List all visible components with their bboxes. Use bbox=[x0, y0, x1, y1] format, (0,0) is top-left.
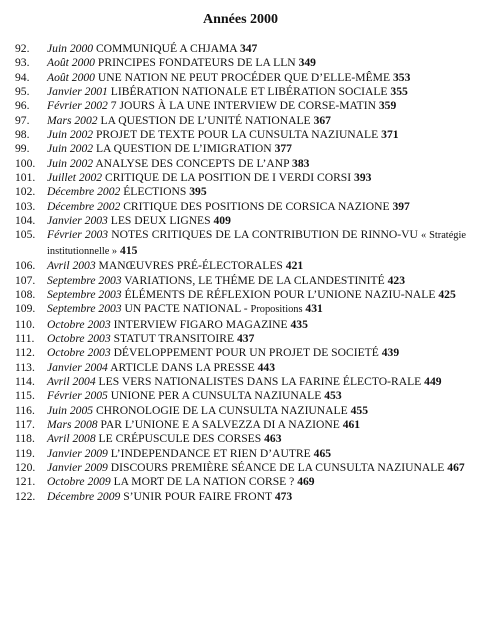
entry-text bbox=[47, 259, 466, 273]
entry-text bbox=[47, 71, 466, 85]
entry-number: 92. bbox=[15, 42, 30, 55]
entry-page-number: 397 bbox=[392, 199, 410, 213]
entry-number: 103. bbox=[15, 199, 36, 213]
toc-entry bbox=[15, 361, 466, 375]
entry-page-number: 421 bbox=[285, 259, 304, 273]
entry-number: 118. bbox=[15, 432, 35, 446]
entry-number: 120. bbox=[15, 460, 36, 474]
entry-number: 115. bbox=[15, 389, 35, 403]
entry-title: LES VERS NATIONALISTES DANS LA FARINE ÉLECTO-RALE bbox=[98, 374, 422, 388]
entry-page-number: 435 bbox=[290, 317, 308, 331]
entry-date: Octobre 2003 bbox=[47, 346, 111, 360]
entry-text bbox=[47, 302, 466, 317]
entry-title: COMMUNIQUÉ A CHJAMA bbox=[95, 42, 238, 55]
toc-entry bbox=[15, 404, 466, 418]
entry-title: CRITIQUE DES POSITIONS DE CORSICA NAZIONE bbox=[123, 199, 390, 213]
entry-page-number: 453 bbox=[324, 389, 342, 403]
toc-entry bbox=[15, 171, 466, 185]
entry-text bbox=[47, 228, 466, 259]
entry-text bbox=[47, 332, 466, 346]
entry-date: Juin 2002 bbox=[47, 142, 94, 156]
entry-date: Octobre 2003 bbox=[47, 317, 111, 331]
entry-text bbox=[47, 288, 466, 302]
entry-date: Décembre 2002 bbox=[47, 185, 121, 199]
toc-entry bbox=[15, 42, 466, 56]
entry-date: Juin 2000 bbox=[47, 42, 94, 55]
entry-title: LA MORT DE LA NATION CORSE ? bbox=[113, 475, 298, 489]
toc-entry bbox=[15, 200, 466, 214]
entry-title: STATUT TRANSITOIRE bbox=[113, 331, 235, 345]
entry-text bbox=[47, 200, 466, 214]
toc-entry bbox=[15, 375, 466, 389]
entry-text bbox=[47, 56, 466, 70]
entry-title: L’INDEPENDANCE ET RIEN D’AUTRE bbox=[110, 446, 314, 460]
entry-title: LA QUESTION DE L’UNITÉ NATIONALE bbox=[100, 113, 311, 127]
entry-text bbox=[47, 432, 466, 446]
table-of-contents bbox=[15, 42, 466, 504]
toc-entry bbox=[15, 114, 466, 128]
entry-text bbox=[47, 375, 466, 389]
entry-number: 101. bbox=[15, 171, 36, 185]
entry-title: 7 JOURS À LA UNE INTERVIEW DE CORSE-MATIN bbox=[110, 99, 376, 113]
entry-page-number: 393 bbox=[354, 171, 372, 185]
entry-page-number: 465 bbox=[313, 446, 332, 460]
entry-page-number: 455 bbox=[350, 403, 369, 417]
entry-date: Février 2003 bbox=[47, 228, 109, 242]
entry-text bbox=[47, 475, 466, 489]
toc-entry bbox=[15, 56, 466, 70]
entry-title: CRITIQUE DE LA POSITION DE I VERDI CORSI bbox=[104, 171, 352, 185]
entry-page-number: 449 bbox=[424, 374, 442, 388]
entry-page-number: 423 bbox=[387, 273, 406, 287]
entry-text bbox=[47, 171, 466, 185]
entry-number: 109. bbox=[15, 302, 36, 316]
entry-text bbox=[47, 85, 466, 99]
entry-title: CHRONOLOGIE DE LA CUNSULTA NAZIUNALE bbox=[95, 403, 348, 417]
entry-number: 112. bbox=[15, 346, 35, 360]
entry-text bbox=[47, 214, 466, 228]
entry-date: Janvier 2001 bbox=[47, 85, 108, 99]
entry-number: 122. bbox=[15, 489, 36, 503]
entry-number: 113. bbox=[15, 360, 35, 374]
entry-page-number: 355 bbox=[390, 85, 408, 99]
entry-title: MANŒUVRES PRÉ-ÉLECTORALES bbox=[98, 259, 283, 273]
entry-date: Février 2005 bbox=[47, 389, 108, 403]
entry-page-number: 359 bbox=[378, 99, 397, 113]
entry-page-number: 415 bbox=[120, 243, 138, 257]
toc-entry bbox=[15, 447, 466, 461]
toc-entry bbox=[15, 185, 466, 199]
toc-entry bbox=[15, 432, 466, 446]
entry-number: 116. bbox=[15, 403, 35, 417]
toc-entry bbox=[15, 288, 466, 302]
entry-date: Août 2000 bbox=[47, 56, 95, 70]
entry-text bbox=[47, 389, 466, 403]
entry-title: LE CRÉPUSCULE DES CORSES bbox=[98, 432, 262, 446]
entry-number: 97. bbox=[15, 113, 30, 127]
entry-page-number: 443 bbox=[257, 360, 275, 374]
entry-title: UN PACTE NATIONAL - bbox=[124, 302, 248, 316]
entry-page-number: 349 bbox=[298, 56, 316, 70]
entry-page-number: 409 bbox=[213, 214, 231, 228]
entry-text bbox=[47, 142, 466, 156]
entry-number: 110. bbox=[15, 317, 35, 331]
toc-entry bbox=[15, 318, 466, 332]
entry-title: S’UNIR POUR FAIRE FRONT bbox=[123, 489, 272, 503]
entry-title: LA QUESTION DE L’IMIGRATION bbox=[95, 142, 272, 156]
entry-title: VARIATIONS, LE THÉME DE LA CLANDESTINITÉ bbox=[124, 273, 385, 287]
entry-text bbox=[47, 128, 466, 142]
entry-title: ÉLÉMENTS DE RÉFLEXION POUR L’UNIONE NAZIU-NALE bbox=[124, 287, 436, 301]
entry-text bbox=[47, 114, 466, 128]
entry-title: UNIONE PER A CUNSULTA NAZIUNALE bbox=[110, 389, 322, 403]
entry-date: Août 2000 bbox=[47, 70, 95, 84]
entry-date: Septembre 2003 bbox=[47, 287, 122, 301]
entry-date: Décembre 2002 bbox=[47, 199, 121, 213]
toc-entry bbox=[15, 99, 466, 113]
entry-text bbox=[47, 361, 466, 375]
entry-date: Septembre 2003 bbox=[47, 302, 122, 316]
entry-number: 95. bbox=[15, 85, 30, 99]
entry-page-number: 367 bbox=[313, 113, 331, 127]
entry-date: Octobre 2009 bbox=[47, 475, 111, 489]
entry-title: PRINCIPES FONDATEURS DE LA LLN bbox=[97, 56, 296, 70]
entry-number: 102. bbox=[15, 185, 36, 199]
entry-number: 114. bbox=[15, 374, 35, 388]
entry-date: Septembre 2003 bbox=[47, 273, 122, 287]
section-heading: Années 2000 bbox=[202, 12, 279, 27]
entry-date: Février 2002 bbox=[47, 99, 108, 113]
entry-number: 100. bbox=[15, 156, 36, 170]
entry-subtitle: « Stratégie institutionnelle » bbox=[47, 230, 467, 257]
entry-date: Avril 2004 bbox=[47, 374, 96, 388]
entry-number: 98. bbox=[15, 128, 30, 142]
entry-text bbox=[47, 274, 466, 288]
toc-entry bbox=[15, 71, 466, 85]
entry-subtitle: Propositions bbox=[250, 304, 303, 316]
toc-entry bbox=[15, 346, 466, 360]
entry-text bbox=[47, 490, 466, 504]
entry-number: 96. bbox=[15, 99, 30, 113]
entry-page-number: 425 bbox=[438, 287, 456, 301]
toc-entry bbox=[15, 475, 466, 489]
entry-page-number: 347 bbox=[239, 42, 258, 55]
entry-page-number: 463 bbox=[264, 432, 282, 446]
toc-entry bbox=[15, 302, 466, 317]
entry-text bbox=[47, 404, 466, 418]
entry-text bbox=[47, 461, 466, 475]
toc-entry bbox=[15, 157, 466, 171]
toc-entry bbox=[15, 228, 466, 259]
entry-page-number: 377 bbox=[274, 142, 292, 156]
entry-title: DISCOURS PREMIÈRE SÉANCE DE LA CUNSULTA NAZIUNALE bbox=[110, 460, 445, 474]
entry-text bbox=[47, 418, 466, 432]
entry-text bbox=[47, 99, 466, 113]
entry-date: Janvier 2009 bbox=[47, 446, 108, 460]
entry-number: 107. bbox=[15, 273, 36, 287]
entry-text bbox=[47, 42, 466, 56]
toc-entry bbox=[15, 85, 466, 99]
entry-date: Janvier 2009 bbox=[47, 460, 108, 474]
entry-date: Mars 2008 bbox=[47, 417, 98, 431]
entry-number: 121. bbox=[15, 475, 36, 489]
entry-page-number: 353 bbox=[392, 70, 411, 84]
entry-title: ANALYSE DES CONCEPTS DE L’ANP bbox=[95, 156, 290, 170]
entry-date: Juin 2005 bbox=[47, 403, 94, 417]
entry-page-number: 461 bbox=[342, 417, 361, 431]
entry-page-number: 469 bbox=[297, 475, 315, 489]
entry-date: Janvier 2003 bbox=[47, 214, 108, 228]
entry-page-number: 371 bbox=[381, 128, 399, 142]
entry-date: Avril 2008 bbox=[47, 432, 96, 446]
toc-entry bbox=[15, 274, 466, 288]
entry-title: ÉLECTIONS bbox=[123, 185, 187, 199]
entry-title: DÉVELOPPEMENT POUR UN PROJET DE SOCIETÉ bbox=[113, 346, 379, 360]
entry-number: 104. bbox=[15, 214, 36, 228]
entry-text bbox=[47, 318, 466, 332]
entry-number: 119. bbox=[15, 446, 35, 460]
entry-title: ARTICLE DANS LA PRESSE bbox=[110, 360, 255, 374]
toc-entry bbox=[15, 389, 466, 403]
entry-title: PROJET DE TEXTE POUR LA CUNSULTA NAZIUNALE bbox=[95, 128, 379, 142]
entry-title: PAR L’UNIONE E A SALVEZZA DI A NAZIONE bbox=[100, 417, 340, 431]
entry-title: NOTES CRITIQUES DE LA CONTRIBUTION DE RINNO-VU bbox=[111, 228, 418, 242]
toc-entry bbox=[15, 418, 466, 432]
entry-page-number: 437 bbox=[236, 331, 255, 345]
entry-text bbox=[47, 157, 466, 171]
entry-date: Décembre 2009 bbox=[47, 489, 121, 503]
entry-number: 106. bbox=[15, 259, 36, 273]
entry-text bbox=[47, 185, 466, 199]
entry-number: 93. bbox=[15, 56, 30, 70]
entry-page-number: 395 bbox=[189, 185, 207, 199]
entry-date: Avril 2003 bbox=[47, 259, 96, 273]
toc-entry bbox=[15, 259, 466, 273]
entry-date: Mars 2002 bbox=[47, 113, 98, 127]
toc-entry bbox=[15, 214, 466, 228]
entry-title: UNE NATION NE PEUT PROCÉDER QUE D’ELLE-MÊME bbox=[97, 70, 391, 84]
entry-date: Octobre 2003 bbox=[47, 331, 111, 345]
entry-date: Juin 2002 bbox=[47, 128, 94, 142]
entry-number: 111. bbox=[15, 331, 35, 345]
entry-page-number: 467 bbox=[447, 460, 465, 474]
entry-number: 94. bbox=[15, 70, 30, 84]
entry-number: 99. bbox=[15, 142, 30, 156]
entry-date: Juillet 2002 bbox=[47, 171, 103, 185]
toc-entry bbox=[15, 142, 466, 156]
entry-text bbox=[47, 346, 466, 360]
entry-date: Juin 2002 bbox=[47, 156, 94, 170]
entry-page-number: 383 bbox=[292, 156, 310, 170]
entry-date: Janvier 2004 bbox=[47, 360, 108, 374]
entry-number: 108. bbox=[15, 287, 36, 301]
toc-entry bbox=[15, 332, 466, 346]
entry-text bbox=[47, 447, 466, 461]
toc-entry bbox=[15, 461, 466, 475]
entry-title: INTERVIEW FIGARO MAGAZINE bbox=[113, 317, 288, 331]
entry-page-number: 439 bbox=[381, 346, 400, 360]
toc-entry bbox=[15, 128, 466, 142]
entry-number: 117. bbox=[15, 417, 35, 431]
entry-title: LIBÉRATION NATIONALE ET LIBÉRATION SOCIALE bbox=[110, 85, 388, 99]
entry-number: 105. bbox=[15, 228, 36, 242]
entry-page-number: 431 bbox=[305, 302, 323, 316]
entry-title: LES DEUX LIGNES bbox=[110, 214, 211, 228]
toc-entry bbox=[15, 490, 466, 504]
entry-page-number: 473 bbox=[274, 489, 293, 503]
